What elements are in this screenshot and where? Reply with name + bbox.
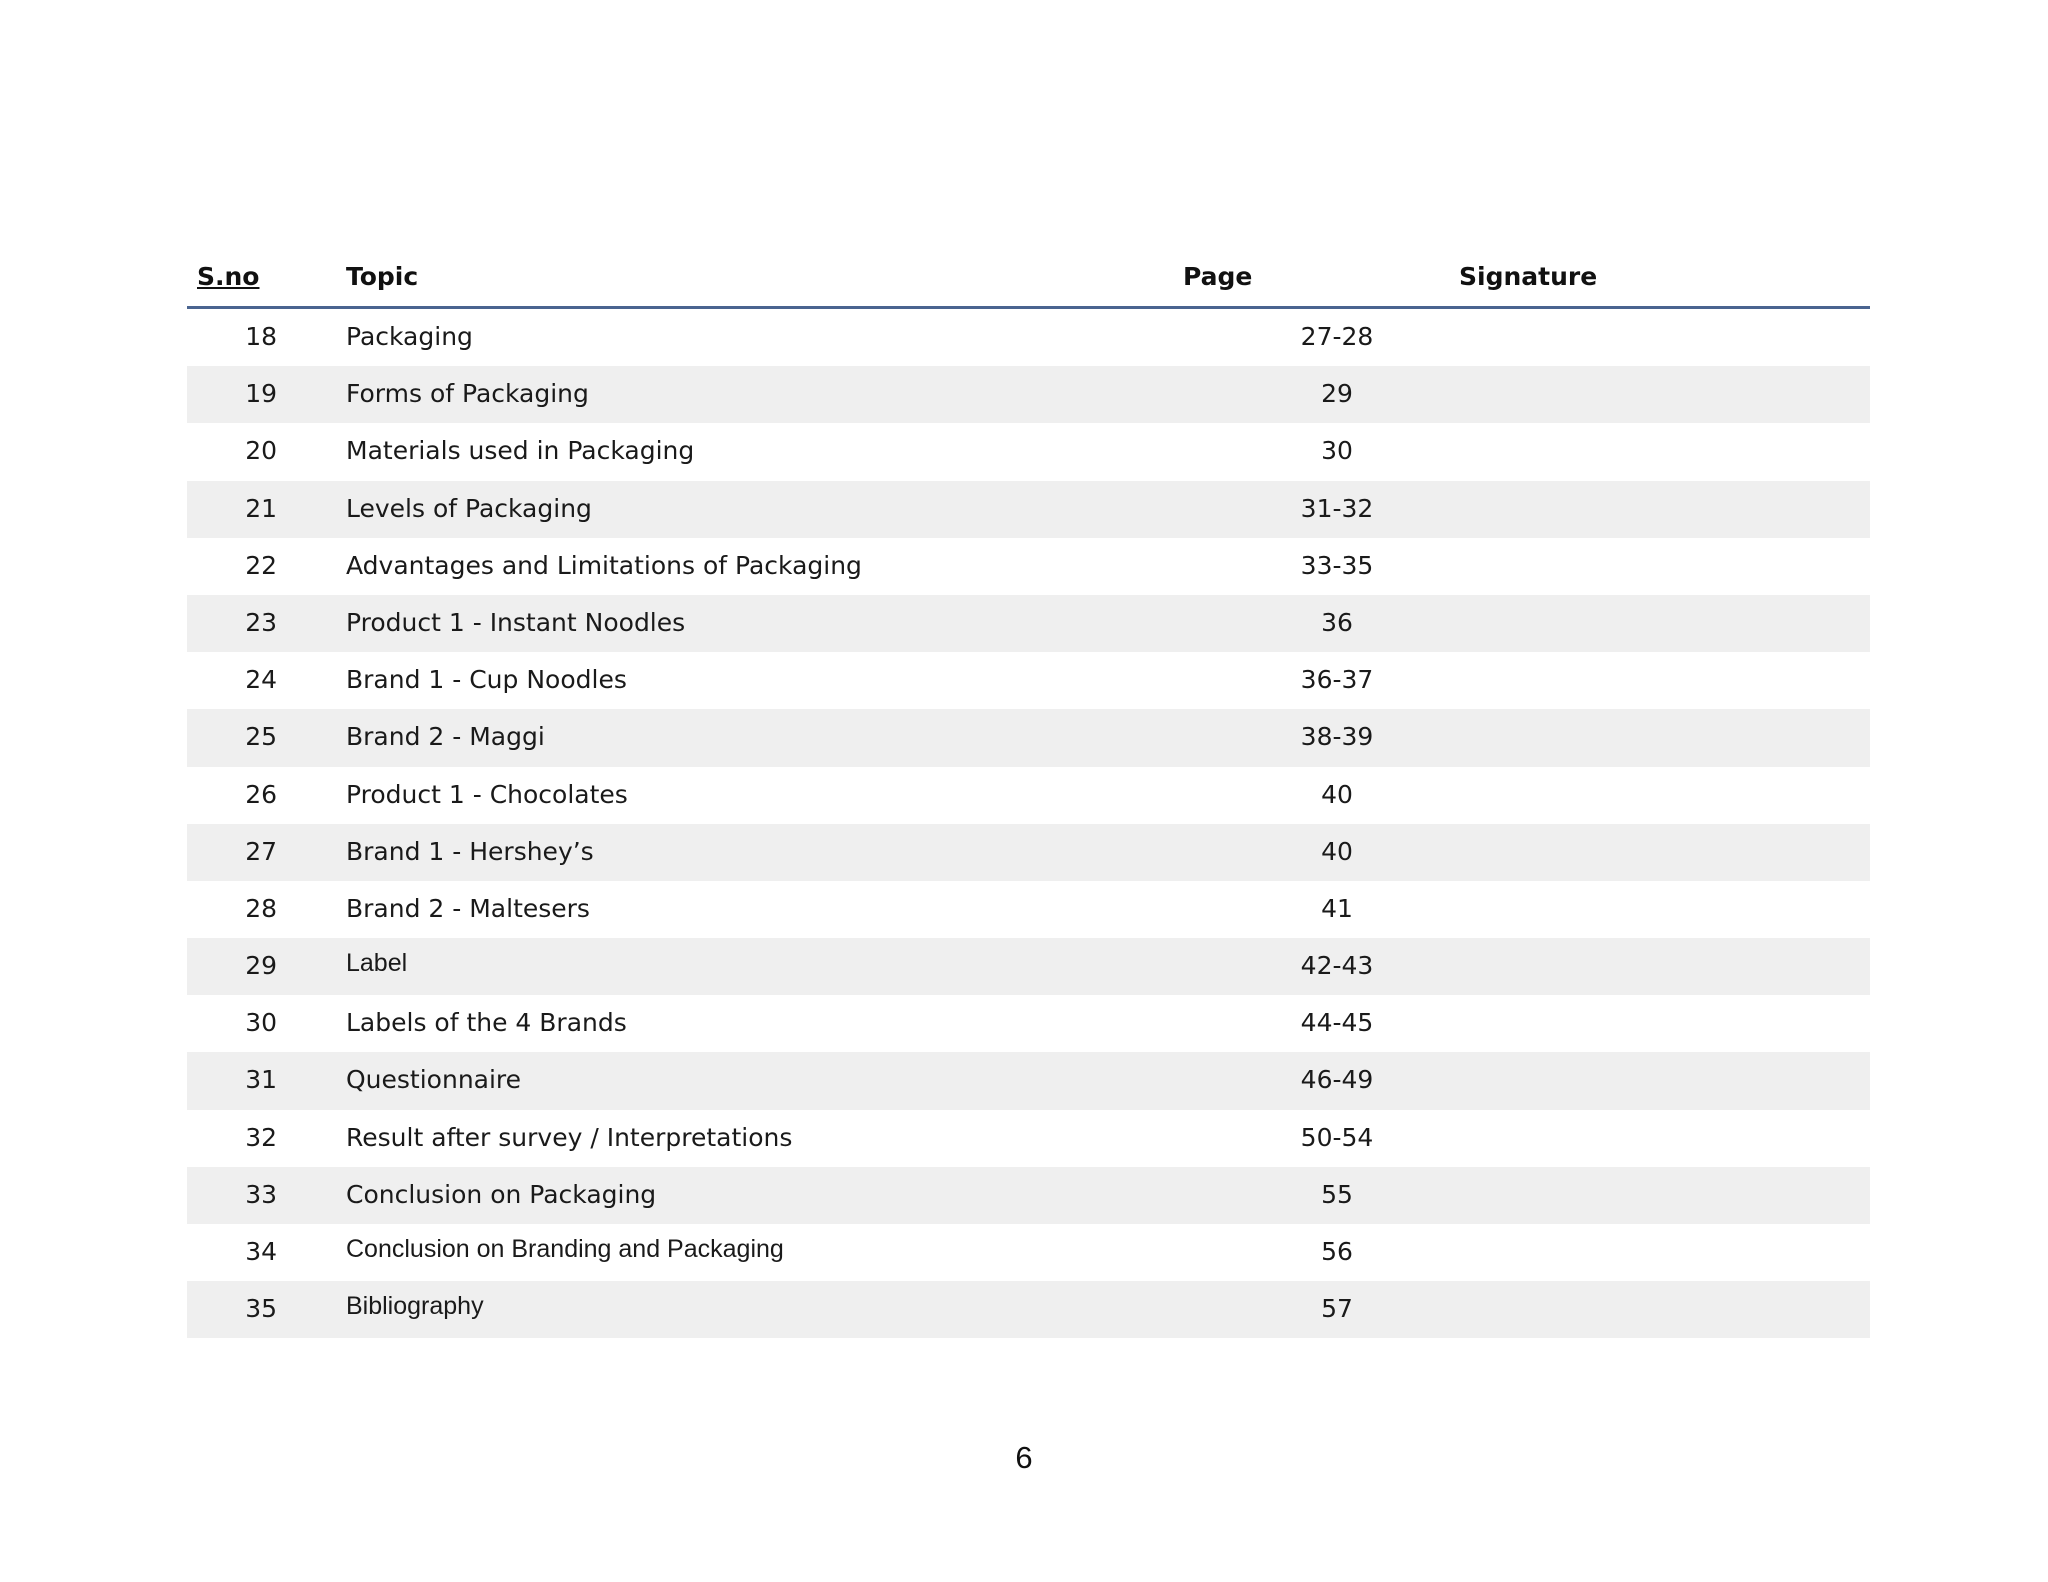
row-topic: Result after survey / Interpretations <box>346 1122 793 1152</box>
row-page: 42-43 <box>1300 951 1374 981</box>
row-sno: 33 <box>245 1179 277 1209</box>
row-topic: Materials used in Packaging <box>346 436 695 466</box>
row-sno: 20 <box>245 436 277 466</box>
row-topic: Brand 1 - Hershey’s <box>346 836 594 866</box>
table-row <box>187 995 1870 1052</box>
row-page: 46-49 <box>1300 1065 1374 1095</box>
row-topic: Questionnaire <box>346 1065 522 1095</box>
table-of-contents <box>187 254 1870 1338</box>
row-topic: Brand 2 - Maggi <box>346 722 545 752</box>
row-topic: Packaging <box>346 322 473 351</box>
row-sno: 35 <box>245 1294 277 1324</box>
table-row <box>187 824 1870 881</box>
row-page: 57 <box>1321 1294 1353 1324</box>
row-sno: 23 <box>245 607 277 637</box>
table-row <box>187 595 1870 652</box>
row-page: 40 <box>1321 779 1353 809</box>
row-page: 27-28 <box>1300 322 1374 351</box>
row-topic: Label <box>346 949 408 978</box>
row-topic: Brand 1 - Cup Noodles <box>346 665 627 695</box>
table-row <box>187 309 1870 366</box>
row-topic: Conclusion on Branding and Packaging <box>346 1235 784 1263</box>
row-sno: 27 <box>245 836 277 866</box>
row-sno: 19 <box>245 379 277 409</box>
table-row <box>187 1110 1870 1167</box>
row-sno: 18 <box>245 322 277 351</box>
row-topic: Bibliography <box>346 1292 484 1321</box>
table-row <box>187 881 1870 938</box>
row-page: 40 <box>1321 836 1353 866</box>
row-topic: Brand 2 - Maltesers <box>346 893 590 923</box>
header-topic: Topic <box>346 262 419 291</box>
table-row <box>187 938 1870 995</box>
row-topic: Conclusion on Packaging <box>346 1179 657 1209</box>
row-page: 38-39 <box>1300 722 1374 752</box>
header-signature: Signature <box>1459 262 1598 291</box>
row-page: 29 <box>1321 379 1353 409</box>
row-page: 55 <box>1321 1179 1353 1209</box>
table-row <box>187 1167 1870 1224</box>
table-row <box>187 538 1870 595</box>
table-row <box>187 366 1870 423</box>
table-row <box>187 709 1870 766</box>
table-row <box>187 481 1870 538</box>
row-topic: Product 1 - Instant Noodles <box>346 607 686 637</box>
row-sno: 34 <box>245 1237 277 1266</box>
table-row <box>187 652 1870 709</box>
row-topic: Product 1 - Chocolates <box>346 779 628 809</box>
row-sno: 21 <box>245 493 277 523</box>
page-number: 6 <box>1015 1440 1033 1475</box>
row-page: 56 <box>1321 1237 1353 1266</box>
row-topic: Advantages and Limitations of Packaging <box>346 550 862 580</box>
row-sno: 30 <box>245 1008 277 1038</box>
header-page: Page <box>1183 262 1253 291</box>
row-topic: Levels of Packaging <box>346 493 592 523</box>
row-sno: 25 <box>245 722 277 752</box>
table-row <box>187 423 1870 480</box>
row-topic: Labels of the 4 Brands <box>346 1008 627 1038</box>
row-page: 36 <box>1321 607 1353 637</box>
row-sno: 29 <box>245 951 277 981</box>
row-sno: 31 <box>245 1065 277 1095</box>
row-topic: Forms of Packaging <box>346 379 589 409</box>
row-sno: 26 <box>245 779 277 809</box>
row-page: 41 <box>1321 893 1353 923</box>
header-sno: S.no <box>197 262 260 291</box>
row-sno: 28 <box>245 893 277 923</box>
row-page: 44-45 <box>1300 1008 1374 1038</box>
row-sno: 22 <box>245 550 277 580</box>
row-sno: 32 <box>245 1122 277 1152</box>
table-row <box>187 1052 1870 1109</box>
table-row <box>187 1281 1870 1338</box>
table-row <box>187 767 1870 824</box>
row-page: 31-32 <box>1300 493 1374 523</box>
row-page: 36-37 <box>1300 665 1374 695</box>
table-header <box>187 254 1870 309</box>
table-row <box>187 1224 1870 1281</box>
row-page: 33-35 <box>1300 550 1374 580</box>
row-page: 50-54 <box>1300 1122 1374 1152</box>
row-sno: 24 <box>245 665 277 695</box>
table-body <box>187 309 1870 1338</box>
row-page: 30 <box>1321 436 1353 466</box>
